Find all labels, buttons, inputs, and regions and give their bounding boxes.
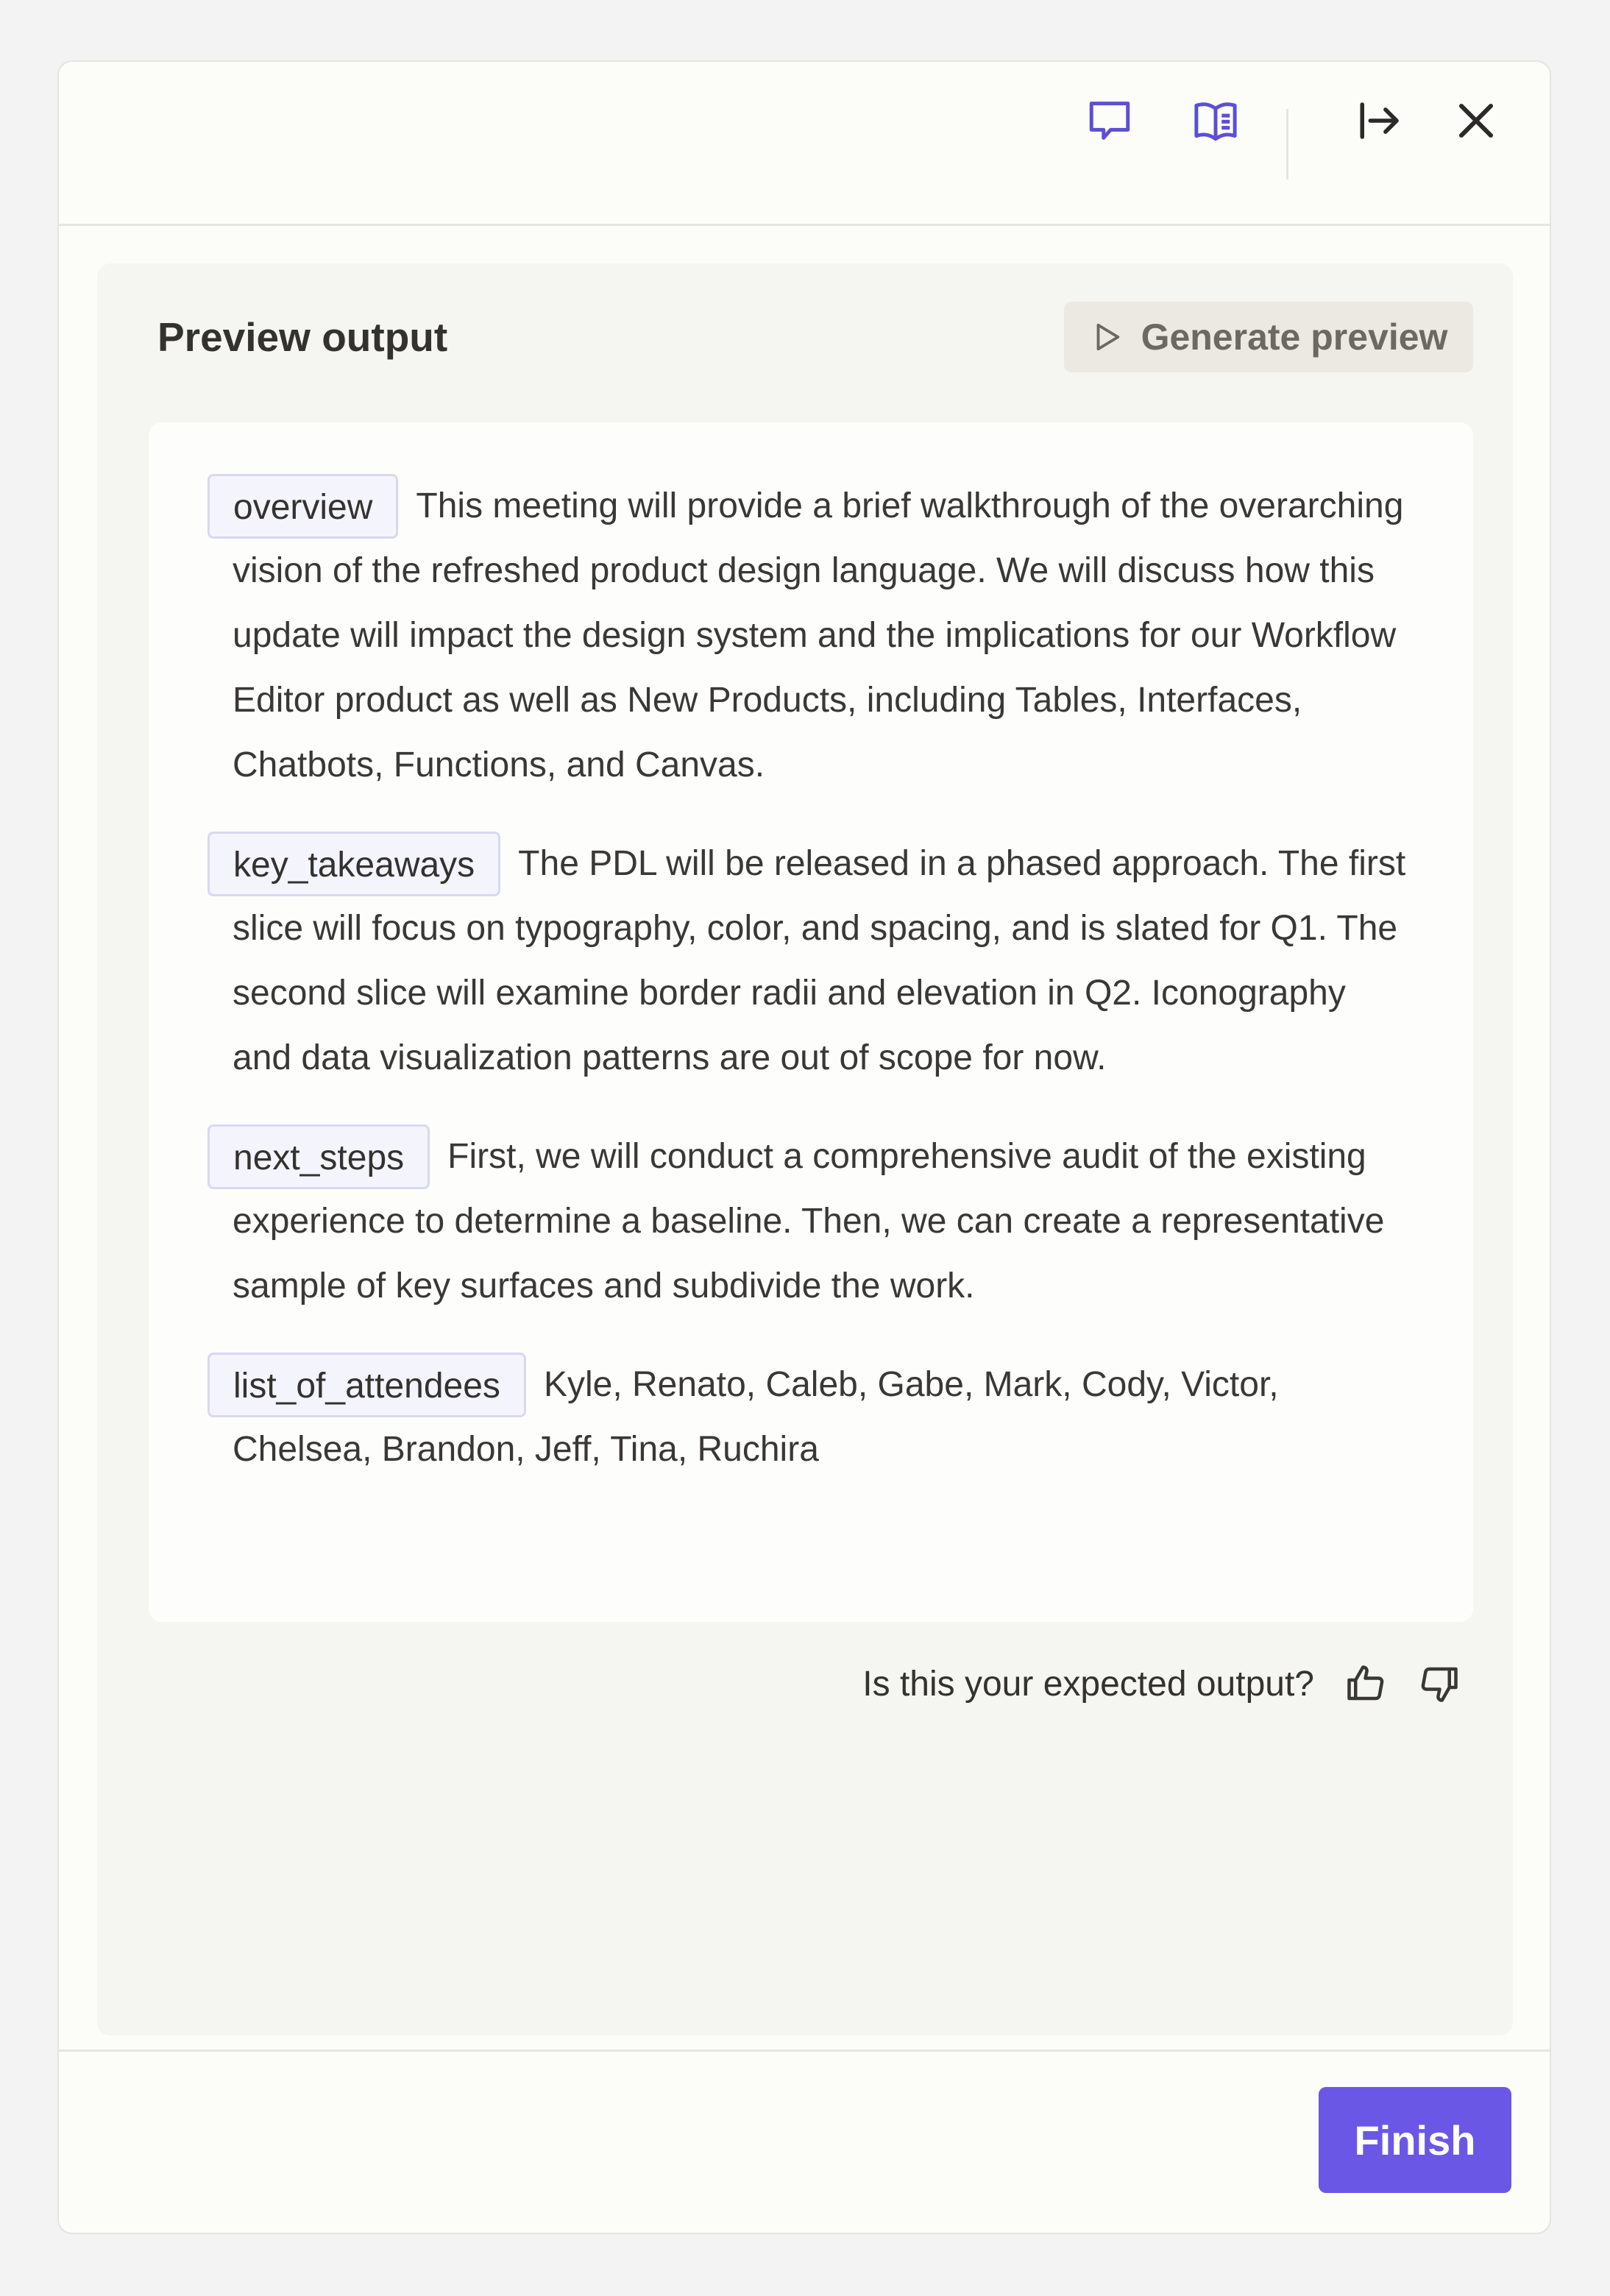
feedback-question: Is this your expected output? [862, 1664, 1314, 1704]
generate-preview-label: Generate preview [1141, 316, 1448, 358]
thumbs-up-icon[interactable] [1344, 1662, 1388, 1706]
field-value: The PDL will be released in a phased approach. The first slice will focus on typography, color, and spacing, and is slated for Q1. The second slice will examine border radii and elevation in Q2. Iconography and data visualization patterns are out of scope for now. [233, 844, 1406, 1077]
toolbar-divider [1286, 109, 1288, 180]
preview-card [97, 263, 1513, 2035]
output-content [149, 422, 1473, 1622]
field-value: Kyle, Renato, Caleb, Gabe, Mark, Cody, Victor, Chelsea, Brandon, Jeff, Tina, Ruchira [233, 1365, 1279, 1469]
chat-icon[interactable] [1080, 91, 1139, 150]
panel-toolbar [59, 62, 1550, 226]
field-value: This meeting will provide a brief walkthrough of the overarching vision of the refreshed product design language. We will discuss how this update will impact the design system and the implications for our Workflow Editor product as well as New Products, including Tables, Interfaces, Chatbots, Functions, and Canvas. [233, 486, 1404, 784]
play-icon [1090, 320, 1124, 354]
generate-preview-button[interactable] [1064, 302, 1473, 372]
output-field-key-takeaways [208, 832, 1414, 1091]
output-field-overview [208, 474, 1414, 798]
close-icon[interactable] [1447, 91, 1506, 150]
output-field-next-steps [208, 1124, 1414, 1319]
field-key-chip: overview [208, 474, 398, 539]
preview-title: Preview output [157, 314, 448, 360]
book-icon[interactable] [1186, 91, 1245, 150]
panel-footer [59, 2049, 1550, 2233]
output-field-list-of-attendees [208, 1353, 1414, 1482]
field-key-chip: key_takeaways [208, 832, 500, 896]
feedback-row [862, 1662, 1461, 1706]
collapse-right-icon[interactable] [1351, 91, 1410, 150]
field-key-chip: next_steps [208, 1124, 430, 1189]
output-panel [57, 60, 1551, 2234]
field-key-chip: list_of_attendees [208, 1353, 526, 1417]
field-value: First, we will conduct a comprehensive audit of the existing experience to determine a baseline. Then, we can create a representative sample of key surfaces and subdivide the work. [233, 1137, 1385, 1305]
thumbs-down-icon[interactable] [1417, 1662, 1461, 1706]
finish-button[interactable]: Finish [1319, 2087, 1511, 2193]
